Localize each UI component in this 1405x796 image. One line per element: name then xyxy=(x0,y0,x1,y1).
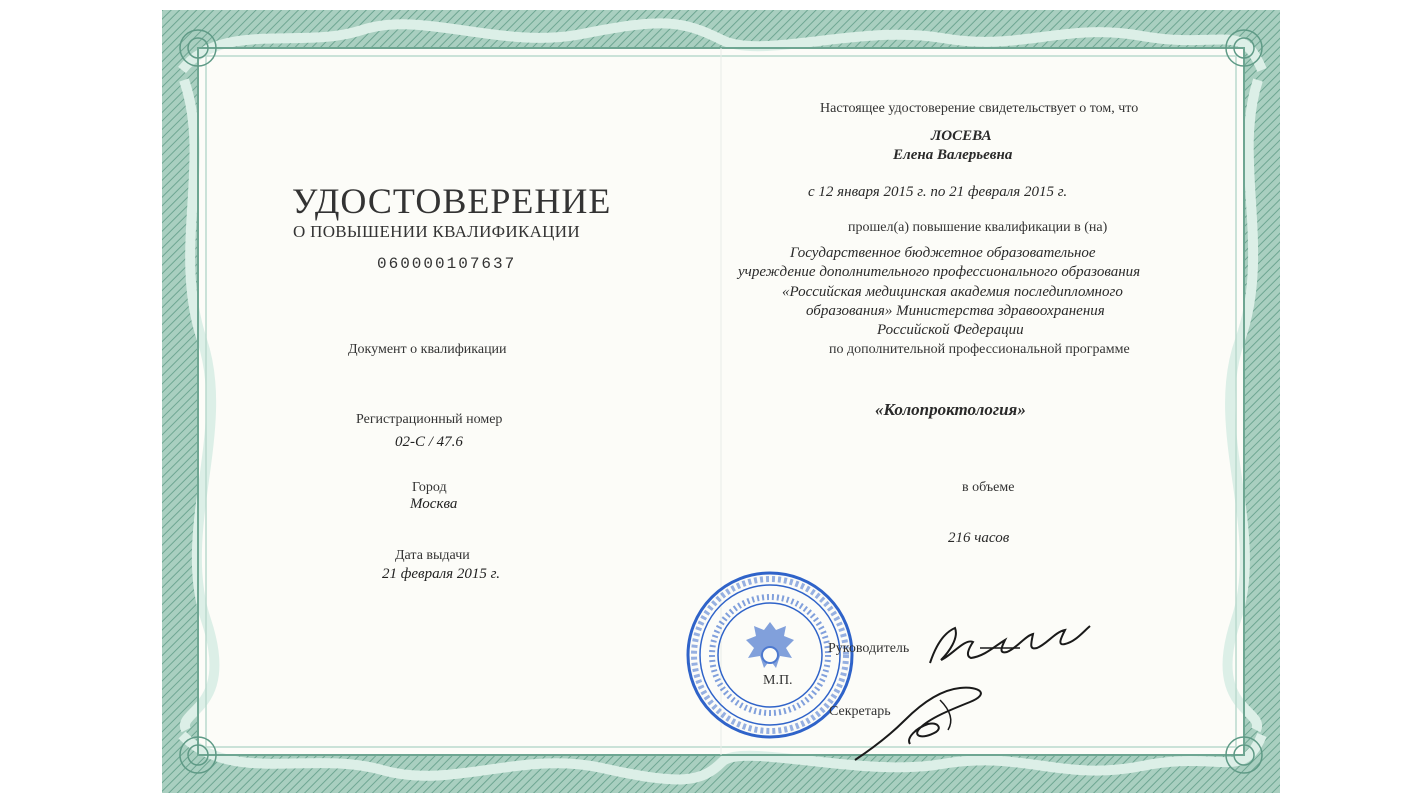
issue-date-label: Дата выдачи xyxy=(395,548,470,563)
org-line-1: Государственное бюджетное образовательное xyxy=(790,245,1096,261)
secretary-signature-icon xyxy=(850,680,1000,770)
holder-surname: ЛОСЕВА xyxy=(931,128,992,144)
issue-date-value: 21 февраля 2015 г. xyxy=(382,566,500,582)
document-type-label: Документ о квалификации xyxy=(348,342,507,357)
registration-label: Регистрационный номер xyxy=(356,412,503,427)
certificate-number: 060000107637 xyxy=(377,255,517,273)
holder-name: Елена Валерьевна xyxy=(893,147,1013,163)
program-label: по дополнительной профессиональной программе xyxy=(829,342,1130,357)
city-value: Москва xyxy=(410,496,458,512)
registration-value: 02-С / 47.6 xyxy=(395,434,463,450)
certificate-title: УДОСТОВЕРЕНИЕ xyxy=(292,181,612,221)
city-label: Город xyxy=(412,480,447,495)
org-line-5: Российской Федерации xyxy=(877,322,1024,338)
program-name: «Колопроктология» xyxy=(875,400,1026,419)
passed-text: прошел(а) повышение квалификации в (на) xyxy=(848,220,1108,235)
intro-text: Настоящее удостоверение свидетельствует о том, что xyxy=(820,101,1139,116)
org-line-2: учреждение дополнительного профессионального образования xyxy=(738,264,1141,280)
secretary-label: Секретарь xyxy=(829,704,891,719)
head-signature-icon xyxy=(925,618,1095,673)
org-line-3: «Российская медицинская академия последипломного xyxy=(782,284,1123,300)
stamp-place-label: М.П. xyxy=(763,673,793,688)
hours-value: 216 часов xyxy=(948,530,1010,546)
training-period: с 12 января 2015 г. по 21 февраля 2015 г. xyxy=(808,184,1068,200)
certificate-subtitle: О ПОВЫШЕНИИ КВАЛИФИКАЦИИ xyxy=(293,222,580,241)
volume-label: в объеме xyxy=(962,480,1015,495)
head-label: Руководитель xyxy=(828,641,910,656)
org-line-4: образования» Министерства здравоохранения xyxy=(806,303,1105,319)
